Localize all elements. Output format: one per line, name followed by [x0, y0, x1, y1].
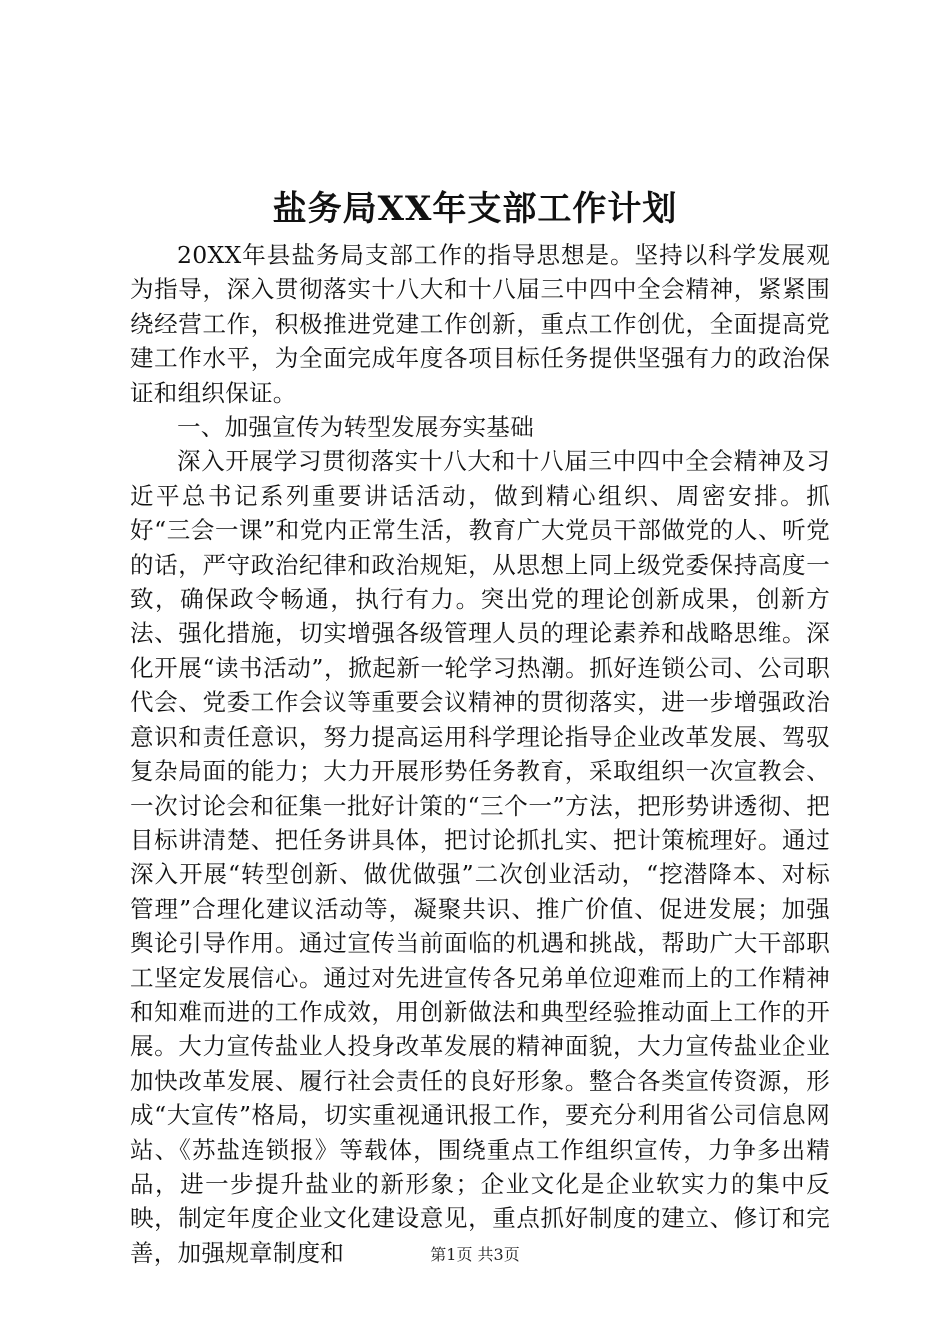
- document-title: 盐务局XX年支部工作计划: [272, 189, 678, 229]
- document-body: [130, 238, 830, 1270]
- paragraph-guiding-thought: 20XX年县盐务局支部工作的指导思想是。坚持以科学发展观为指导，深入贯彻落实十八大和十八届三中四中全会精神，紧紧围绕经营工作，积极推进党建工作创新，重点工作创优，全面提高党建工作水平，为全面完成年度各项目标任务提供坚强有力的政治保证和组织保证。: [130, 241, 830, 407]
- page-number-footer: 第1页 共3页: [430, 1245, 520, 1264]
- paragraph-publicity: 深入开展学习贯彻落实十八大和十八届三中四中全会精神及习近平总书记系列重要讲话活动，做到精心组织、周密安排。抓好“三会一课”和党内正常生活，教育广大党员干部做党的人、听党的话，严守政治纪律和政治规矩，从思想上同上级党委保持高度一致，确保政令畅通，执行有力。突出党的理论创新成果，创新方法、强化措施，切实增强各级管理人员的理论素养和战略思维。深化开展“读书活动”，掀起新一轮学习热潮。抓好连锁公司、公司职代会、党委工作会议等重要会议精神的贯彻落实，进一步增强政治意识和责任意识，努力提高运用科学理论指导企业改革发展、驾驭复杂局面的能力；大力开展形势任务教育，采取组织一次宣教会、一次讨论会和征集一批好计策的“三个一”方法，把形势讲透彻、把目标讲清楚、把任务讲具体，把讨论抓扎实、把计策梳理好。通过深入开展“转型创新、做优做强”二次创业活动，“挖潜降本、对标管理”合理化建议活动等，凝聚共识、推广价值、促进发展；加强舆论引导作用。通过宣传当前面临的机遇和挑战，帮助广大干部职工坚定发展信心。通过对先进宣传各兄弟单位迎难而上的工作精神和知难而进的工作成效，用创新做法和典型经验推动面上工作的开展。大力宣传盐业人投身改革发展的精神面貌，大力宣传盐业企业加快改革发展、履行社会责任的良好形象。整合各类宣传资源，形成“大宣传”格局，切实重视通讯报工作，要充分利用省公司信息网站、《苏盐连锁报》等载体，围绕重点工作组织宣传，力争多出精品，进一步提升盐业的新形象；企业文化是企业软实力的集中反映，制定年度企业文化建设意见，重点抓好制度的建立、修订和完善，加强规章制度和: [130, 447, 830, 1267]
- section-heading-1: 一、加强宣传为转型发展夯实基础: [177, 413, 534, 442]
